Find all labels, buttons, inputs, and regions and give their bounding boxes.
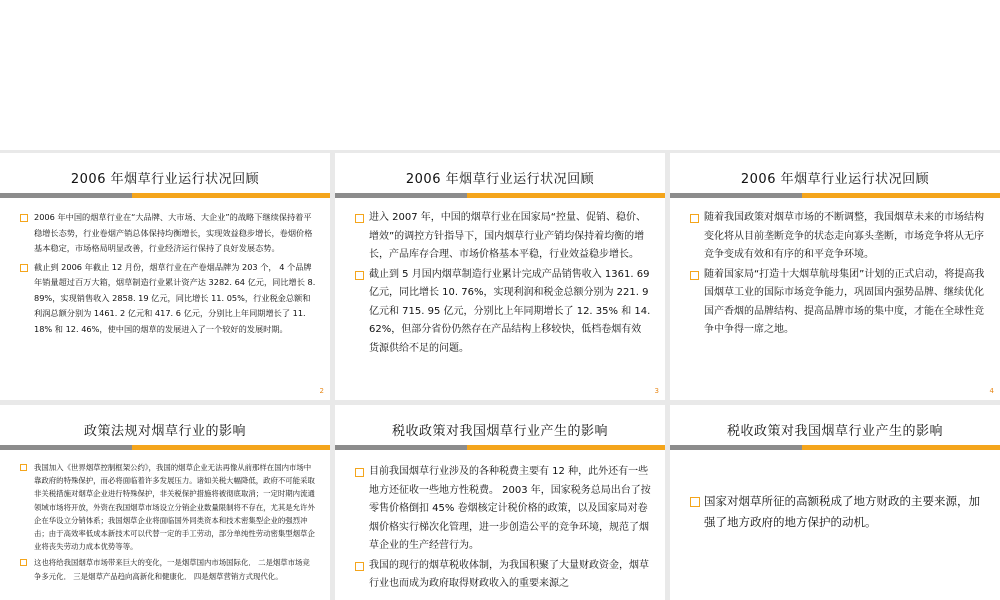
list-item: 国家对烟草所征的高额税成了地方财政的主要来源，加强了地方政府的地方保护的动机。 (690, 491, 986, 533)
square-bullet-icon (690, 214, 699, 223)
list-item: 这也将给我国烟草市场带来巨大的变化，一是烟草国内市场国际化． 二是烟草市场竞争多元化． 三是烟草产品趋向高新化和健康化． 四是烟草营销方式现代化。 (20, 556, 316, 582)
slide-title: 2006 年烟草行业运行状况回顾 (740, 172, 930, 187)
square-bullet-icon (355, 468, 364, 477)
bullet-list (20, 461, 316, 586)
slide-thumbnail-2[interactable] (335, 153, 665, 400)
slide-title: 政策法规对烟草行业的影响 (83, 424, 246, 439)
square-bullet-icon (355, 562, 364, 571)
list-item: 进入 2007 年，中国的烟草行业在国家局“控量、促销、稳价、增效”的调控方针指导下，国内烟草行业产销均保持着均衡的增长，产品库存合理、市场价格基本平稳，行业效益稳步增长。 (355, 209, 651, 265)
bullet-list (355, 463, 651, 595)
list-item: 随着国家局“打造十大烟草航母集团”计划的正式启动，将提高我国烟草工业的国际市场竞争能力，巩固国内强势品牌、继续优化国产香烟的品牌结构、提高品牌市场的集中度，才能在全球性竞争中争得一席之地。 (690, 266, 986, 340)
page-number: 3 (654, 387, 659, 395)
square-bullet-icon (690, 497, 700, 507)
list-item: 2006 年中国的烟草行业在“大品牌、大市场、大企业”的战略下继续保持着平稳增长态势，行业卷烟产销总体保持均衡增长，实现效益稳步增长，卷烟价格基本稳定，市场格局明显改善，行业经济运行保持了良好发展态势。 (20, 210, 316, 257)
list-item: 截止到 2006 年截止 12 月份，烟草行业在产卷烟品牌为 203 个， 4 个品牌年销量超过百万大箱，烟草制造行业累计资产达 3282. 64 亿元，同比增长 8. 89%，实现销售收入 2858. 19 亿元，同比增长 11. 05%，行业税金总额和利润总额分别为 1461. 2 亿元和 417. 6 亿元，分别比上年同期增长了 11. 18% 和 12. 46%，使中国的烟草的发展进入了一个较好的发展时期。 (20, 260, 316, 338)
square-bullet-icon (20, 264, 28, 272)
list-item: 我国的现行的烟草税收体制，为我国积聚了大量财政资金，烟草行业也而成为政府取得财政收入的重要来源之 (355, 557, 651, 594)
square-bullet-icon (355, 214, 364, 223)
slide-thumbnail-4[interactable] (0, 405, 330, 600)
slide-thumbnail-3[interactable] (670, 153, 1000, 400)
square-bullet-icon (690, 271, 699, 280)
title-divider-bar (335, 445, 665, 450)
list-item: 随着我国政策对烟草市场的不断调整，我国烟草未来的市场结构变化将从目前垄断竞争的状态走向寡头垄断，市场竞争将从无序竞争变成有效和有序的和平竞争环境。 (690, 209, 986, 265)
slide-title: 2006 年烟草行业运行状况回顾 (405, 172, 595, 187)
title-divider-bar (0, 445, 330, 450)
title-divider-bar (670, 445, 1000, 450)
square-bullet-icon (20, 464, 27, 471)
bullet-list (690, 209, 986, 341)
page-number: 2 (319, 387, 324, 395)
bullet-list (20, 210, 316, 340)
slide-thumbnail-6[interactable] (670, 405, 1000, 600)
title-divider-bar (335, 193, 665, 198)
square-bullet-icon (355, 271, 364, 280)
slide-title: 税收政策对我国烟草行业产生的影响 (391, 424, 608, 439)
square-bullet-icon (20, 559, 27, 566)
list-item: 目前我国烟草行业涉及的各种税费主要有 12 种，此外还有一些地方还征收一些地方性税费。 2003 年，国家税务总局出台了按零售价格倒扣 45% 卷烟核定计税价格的政策，以及国家局对卷烟价格实行梯次化管理，进一步创造公平的竞争环境，规范了烟草企业的生产经营行为。 (355, 463, 651, 556)
blank-top-area (0, 0, 1000, 150)
title-divider-bar (0, 193, 330, 198)
title-divider-bar (670, 193, 1000, 198)
bullet-list (690, 491, 986, 533)
slide-title: 税收政策对我国烟草行业产生的影响 (726, 424, 943, 439)
slide-title: 2006 年烟草行业运行状况回顾 (70, 172, 260, 187)
slide-thumbnail-1[interactable] (0, 153, 330, 400)
bullet-list (355, 209, 651, 359)
list-item: 截止到 5 月国内烟草制造行业累计完成产品销售收入 1361. 69 亿元，同比增长 10. 76%，实现利润和税金总额分别为 221. 9 亿元和 715. 95 亿元，分别比上年同期增长了 12. 35% 和 14. 62%，但部分省份仍然存在产品结构上移较快，低档卷烟有效货源供给不足的问题。 (355, 266, 651, 359)
list-item: 我国加入《世界烟草控制框架公约》，我国的烟草企业无法再像从前那样在国内市场中靠政府的特殊保护，而必将面临着许多发展压力。诸如关税大幅降低，政府不可能采取非关税措施对烟草企业进行特殊保护，非关税保护措施将被彻底取消；一定时期内流通领域市场将开放，外资在我国烟草市场设立分销企业数量限制将不存在，尤其是允许外企在华设立分销体系；我国烟草企业将面临国外同类资本和技术密集型企业的强烈冲击；由于高效率低成本新技术可以代替一定的手工劳动，部分单纯性劳动密集型烟草企业将丧失劳动力成本优势等等。 (20, 461, 316, 553)
square-bullet-icon (20, 214, 28, 222)
slide-thumbnail-5[interactable] (335, 405, 665, 600)
page-number: 4 (989, 387, 994, 395)
